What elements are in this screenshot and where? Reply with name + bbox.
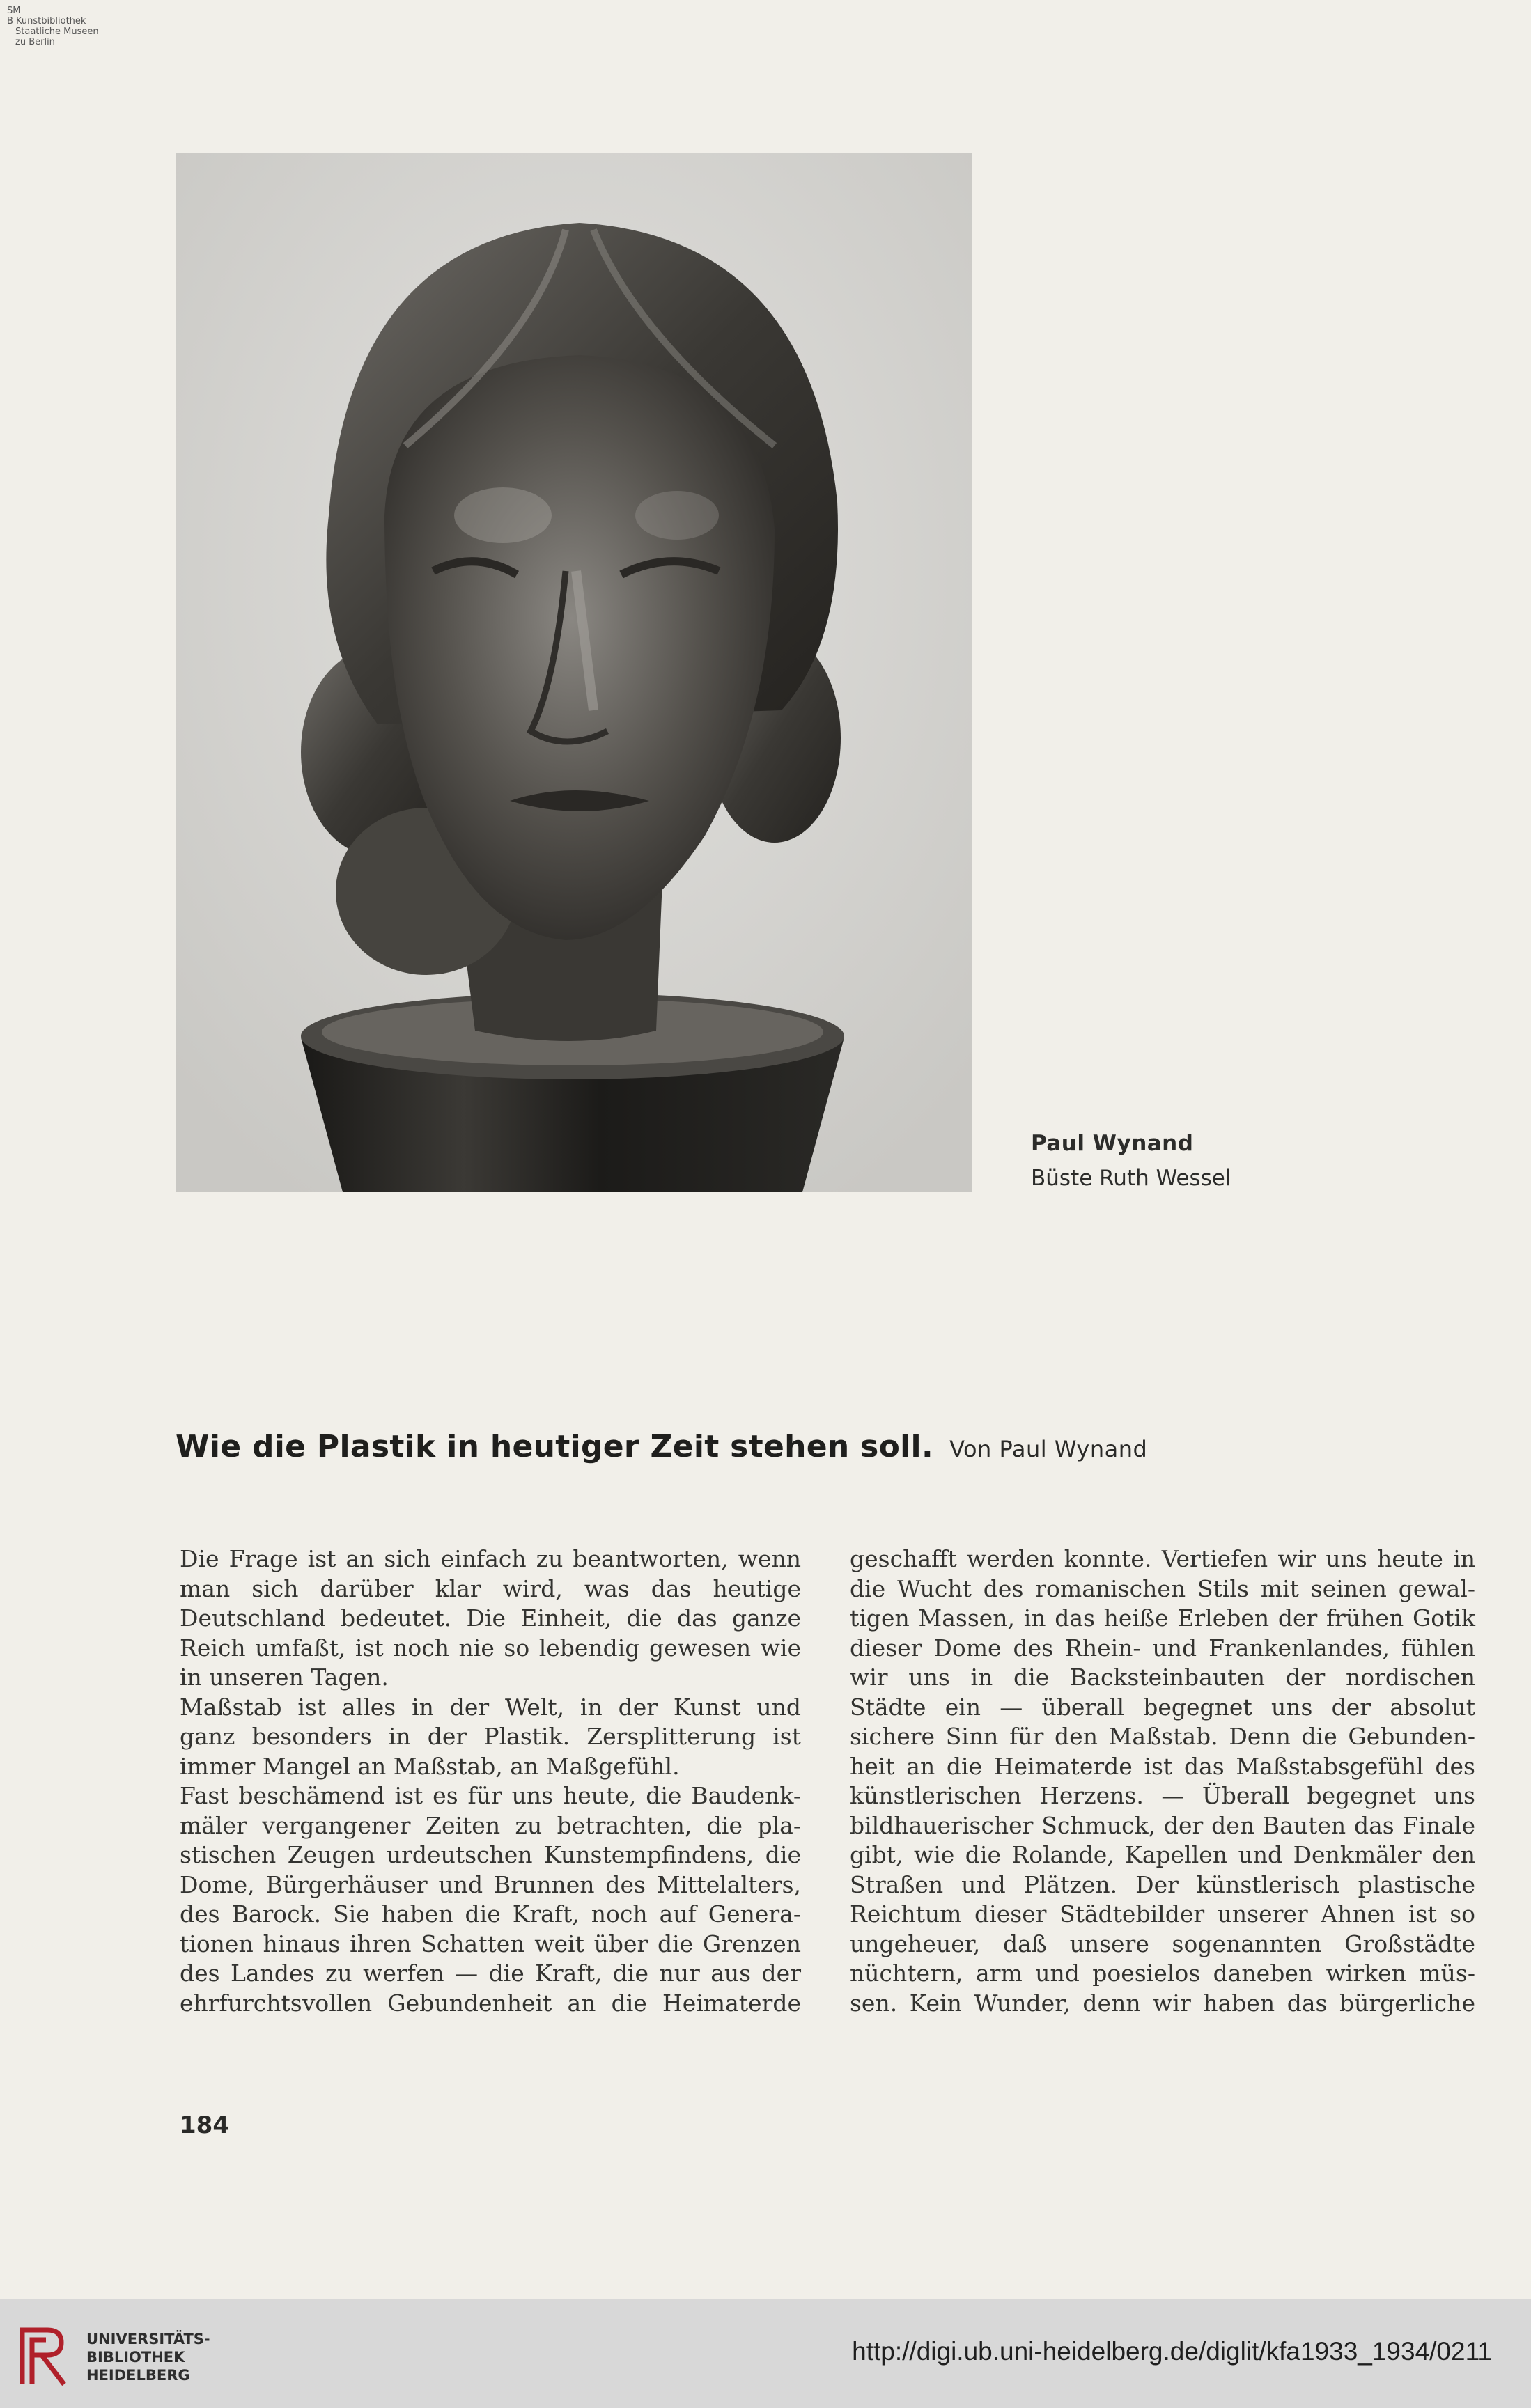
text-line: Deutschland bedeutet. Die Einheit, die das ganze — [180, 1604, 801, 1632]
stamp-line: SM — [7, 6, 21, 16]
text-line: stischen Zeugen urdeutschen Kunstempfindens, die — [180, 1841, 801, 1868]
text-line: in unseren Tagen. — [180, 1664, 389, 1691]
caption-artist: Paul Wynand — [1031, 1131, 1194, 1156]
photo-caption — [1031, 1131, 1231, 1191]
text-line: heit an die Heimaterde ist das Maßstabsgefühl des — [850, 1752, 1475, 1780]
text-line: Die Frage ist an sich einfach zu beantworten, wenn — [180, 1545, 801, 1572]
university-library-logo-icon[interactable] — [15, 2320, 77, 2390]
text-line: künstlerischen Herzens. — Überall begegnet uns — [850, 1782, 1475, 1809]
text-line: die Wucht des romanischen Stils mit seinen gewal- — [850, 1574, 1475, 1602]
text-line: tionen hinaus ihren Schatten weit über die Grenzen — [180, 1930, 801, 1957]
text-line: Reichtum dieser Städtebilder unserer Ahnen ist so — [850, 1900, 1475, 1928]
text-line: Straßen und Plätzen. Der künstlerisch plastische — [850, 1870, 1475, 1898]
text-line: Fast beschämend ist es für uns heute, die Baudenk- — [180, 1782, 801, 1809]
text-line: gibt, wie die Rolande, Kapellen und Denkmäler den — [850, 1841, 1475, 1868]
source-url-link[interactable]: http://digi.ub.uni-heidelberg.de/diglit/kfa1933_1934/0211 — [852, 2337, 1492, 2366]
bust-photograph — [176, 153, 972, 1192]
article-title: Wie die Plastik in heutiger Zeit stehen soll. — [176, 1429, 933, 1464]
digitization-footer — [0, 2299, 1531, 2408]
stamp-line: Staatliche Museen — [15, 26, 99, 37]
article-headline — [176, 1429, 1429, 1464]
text-line: sichere Sinn für den Maßstab. Denn die Gebunden- — [850, 1723, 1475, 1750]
text-line: nüchtern, arm und poesielos daneben wirken müs- — [850, 1960, 1475, 1987]
library-name[interactable] — [86, 2330, 210, 2384]
text-line: sen. Kein Wunder, denn wir haben das bürgerliche — [850, 1989, 1475, 2017]
text-line: immer Mangel an Maßstab, an Maßgefühl. — [180, 1752, 680, 1780]
text-column-right — [850, 1545, 1475, 2018]
text-line: Reich umfaßt, ist noch nie so lebendig gewesen wie — [180, 1634, 801, 1662]
stamp-line: zu Berlin — [15, 37, 55, 47]
text-column-left — [180, 1545, 801, 2018]
page-number: 184 — [180, 2111, 229, 2139]
library-name-line: BIBLIOTHEK — [86, 2349, 185, 2366]
text-line: Dome, Bürgerhäuser und Brunnen des Mittelalters, — [180, 1870, 801, 1898]
text-line: des Barock. Sie haben die Kraft, noch auf Genera- — [180, 1900, 801, 1928]
text-line: wir uns in die Backsteinbauten der nordischen — [850, 1664, 1475, 1691]
stamp-line: B Kunstbibliothek — [7, 16, 86, 26]
text-line: ganz besonders in der Plastik. Zersplitterung ist — [180, 1723, 801, 1750]
library-stamp — [7, 6, 99, 47]
text-line: des Landes zu werfen — die Kraft, die nur aus der — [180, 1960, 801, 1987]
text-line: dieser Dome des Rhein- und Frankenlandes, fühlen — [850, 1634, 1475, 1662]
text-line: tigen Massen, in das heiße Erleben der frühen Gotik — [850, 1604, 1475, 1632]
text-line: ehrfurchtsvollen Gebundenheit an die Heimaterde — [180, 1989, 801, 2017]
library-name-line: HEIDELBERG — [86, 2367, 190, 2384]
text-line: mäler vergangener Zeiten zu betrachten, die pla- — [180, 1811, 801, 1839]
text-line: bildhauerischer Schmuck, der den Bauten das Finale — [850, 1811, 1475, 1839]
text-line: ungeheuer, daß unsere sogenannten Großstädte — [850, 1930, 1475, 1957]
text-line: man sich darüber klar wird, was das heutige — [180, 1574, 801, 1602]
library-name-line: UNIVERSITÄTS- — [86, 2331, 210, 2347]
article-byline: Von Paul Wynand — [949, 1436, 1148, 1462]
text-line: Städte ein — überall begegnet uns der absolut — [850, 1693, 1475, 1721]
caption-work-title: Büste Ruth Wessel — [1031, 1166, 1231, 1191]
bust-image — [176, 153, 972, 1192]
text-line: geschafft werden konnte. Vertiefen wir uns heute in — [850, 1545, 1475, 1572]
text-line: Maßstab ist alles in der Welt, in der Kunst und — [180, 1693, 801, 1721]
